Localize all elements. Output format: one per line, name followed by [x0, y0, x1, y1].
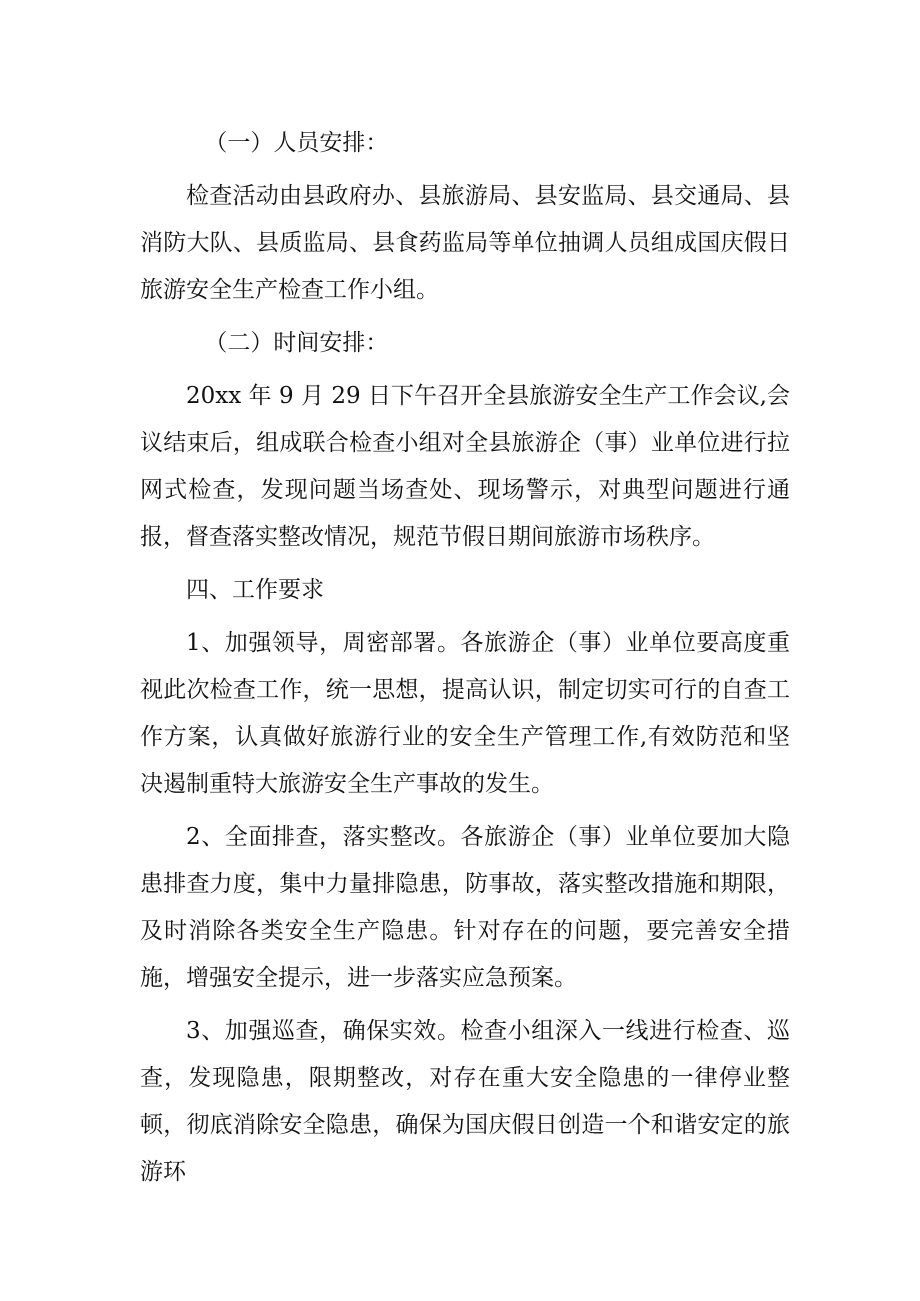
heading-schedule: （二）时间安排：: [204, 330, 389, 356]
paragraph-personnel: 检查活动由县政府办、县旅游局、县安监局、县交通局、县消防大队、县质监局、县食药监局等单位抽调人员组成国庆假日旅游安全生产检查工作小组。: [140, 183, 790, 303]
heading-work-requirements: 四、工作要求: [186, 577, 324, 603]
document-body: [140, 120, 790, 1196]
paragraph-requirement-2: 2、全面排查，落实整改。各旅游企（事）业单位要加大隐患排查力度，集中力量排隐患，防事故，落实整改措施和期限，及时消除各类安全生产隐患。针对存在的问题，要完善安全措施，增强安全提示，进一步落实应急预案。: [140, 824, 790, 991]
paragraph-requirement-1: 1、加强领导，周密部署。各旅游企（事）业单位要高度重视此次检查工作，统一思想，提高认识，制定切实可行的自查工作方案，认真做好旅游行业的安全生产管理工作,有效防范和坚决遏制重特大旅游安全生产事故的发生。: [140, 630, 790, 797]
paragraph-requirement-3: 3、加强巡查，确保实效。检查小组深入一线进行检查、巡查，发现隐患，限期整改，对存在重大安全隐患的一律停业整顿，彻底消除安全隐患，确保为国庆假日创造一个和谐安定的旅游环: [140, 1018, 790, 1185]
paragraph-schedule: 20xx 年 9 月 29 日下午召开全县旅游安全生产工作会议,会议结束后，组成联合检查小组对全县旅游企（事）业单位进行拉网式检查，发现问题当场查处、现场警示，对典型问题进行通报，督查落实整改情况，规范节假日期间旅游市场秩序。: [140, 383, 790, 550]
heading-personnel: （一）人员安排：: [204, 130, 389, 156]
